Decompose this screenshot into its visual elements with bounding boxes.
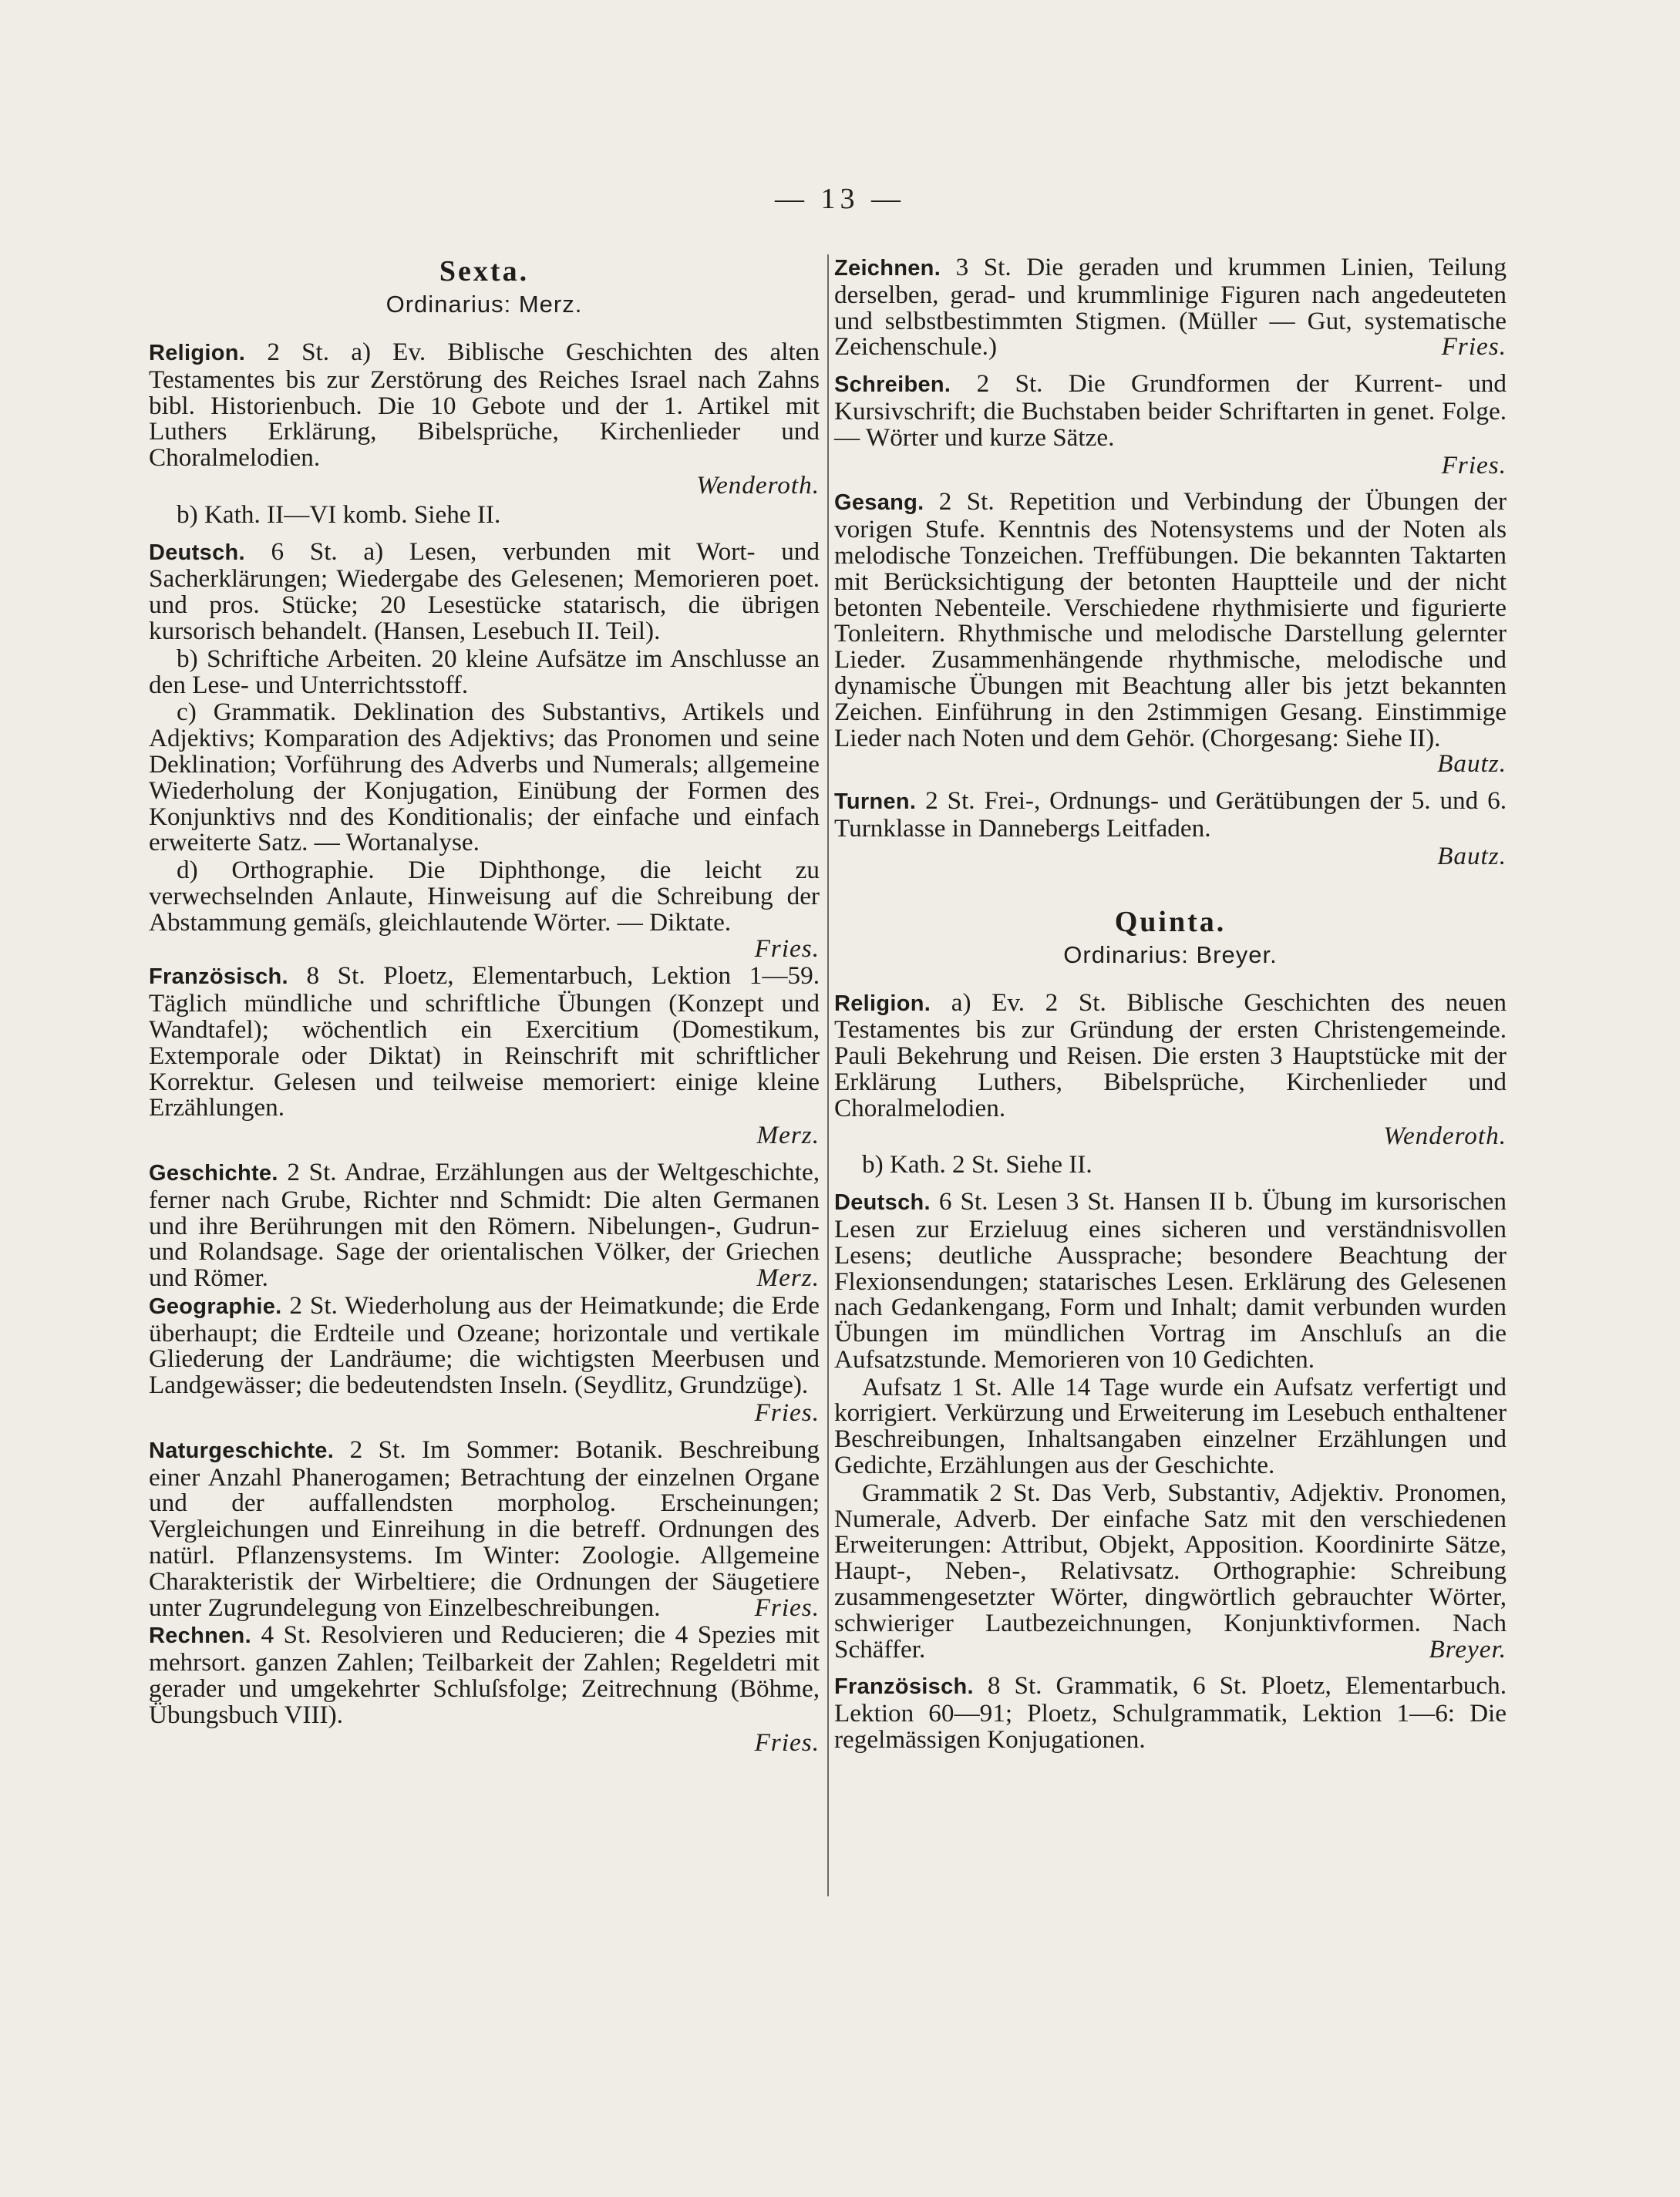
- deutsch-d: d) Orthographie. Die Diphthonge, die leicht zu verwechselnden Anlaute, Hinweisung auf die Schreibung der Abstammung gemäſs, gleichlautende Wörter. — Diktate. Fries.: [149, 856, 820, 963]
- geographie-paragraph: [149, 1290, 820, 1400]
- religion-kath: b) Kath. II—VI komb. Siehe II.: [177, 500, 501, 529]
- deutsch-b: b) Schriftiche Arbeiten. 20 kleine Aufsätze im Anschlusse an den Lese- und Unterrichtsstoff.: [149, 644, 820, 699]
- subject-text: 2 St. Repetition und Verbindung der Übungen der vorigen Stufe. Kenntnis des Notensystems und der Noten als melodische Tonzeichen. Treffübungen. Die bekannten Taktarten mit Berücksichtigung der betonten Hauptteile und der nicht betonten Nebenteile. Verschiedene rhythmisierte und figurierte Tonleitern. Rhythmische und melodische Darstellung gelernter Lieder. Zusammenhängende rhythmische, melodische und dynamische Übungen mit Beachtung aller bis jetzt bekannten Zeichen. Einführung in den 2stimmigen Gesang. Einstimmige Lieder nach Noten und dem Gehör. (Chorgesang: Siehe II).: [834, 487, 1507, 752]
- quinta-franzoesisch-paragraph: [834, 1671, 1507, 1755]
- teacher-signature: Bautz.: [1437, 841, 1507, 870]
- teacher-signature: Fries.: [754, 1398, 820, 1428]
- deutsch-c: c) Grammatik. Deklination des Substantivs, Artikels und Adjektivs; Komparation des Adjektivs; das Pronomen und seine Deklination; Vorführung des Adverbs und Numerals; allgemeine Wiederholung der Konjugation, Einübung der Formen des Konjunktivs nnd des Konditionalis; der einfache und einfach erweiterte Satz. — Wortanalyse.: [149, 698, 820, 857]
- section-title-quinta: Quinta.: [1114, 905, 1227, 938]
- subject-text: 4 St. Resolvieren und Reducieren; die 4 Spezies mit mehrsort. ganzen Zahlen; Teilbarkeit der Zahlen; Regeldetri mit gerader und umgekehrter Schluſsfolge; Zeitrechnung (Böhme, Übungsbuch VIII).: [149, 1620, 820, 1729]
- right-column: [834, 254, 1507, 1755]
- subject-label: Gesang.: [834, 490, 924, 516]
- zeichnen-paragraph: [834, 254, 1507, 360]
- turnen-paragraph: [834, 788, 1507, 842]
- subject-label: Schreiben.: [834, 372, 951, 398]
- subject-text: 8 St. Grammatik, 6 St. Ploetz, Elementarbuch. Lektion 60—91; Ploetz, Schulgrammatik, Lektion 1—6: Die regelmässigen Konjugationen.: [834, 1671, 1507, 1755]
- subject-text: 8 St. Ploetz, Elementarbuch, Lektion 1—59. Täglich mündliche und schriftliche Übungen (Konzept und Wandtafel); wöchentlich ein Exercitium (Domestikum, Extemporale oder Diktat) in Reinschrift mit schriftlicher Korrektur. Gelesen und teilweise memoriert: einige kleine Erzählungen.: [149, 961, 820, 1122]
- naturgeschichte-paragraph: [149, 1437, 820, 1621]
- teacher-signature: Fries.: [754, 934, 820, 963]
- teacher-signature: Fries.: [1441, 450, 1507, 479]
- quinta-deutsch-grammatik: Grammatik 2 St. Das Verb, Substantiv, Adjektiv. Pronomen, Numerale, Adverb. Der einfache Satz mit den verschiedenen Erweiterungen: Attribut, Objekt, Apposition. Koordinirte Sätze, Haupt-, Neben-, Relativsatz. Orthographie: Schreibung zusammengesetzter Wörter, dingwörtlich gebrauchter Wörter, schwieriger Lautbezeichnungen, Konjunktivformen. Nach Schäffer. Breyer.: [834, 1478, 1507, 1664]
- subject-label: Zeichnen.: [834, 256, 941, 281]
- teacher-signature: Breyer.: [1429, 1634, 1507, 1664]
- rechnen-paragraph: [149, 1622, 820, 1728]
- section-title-sexta: Sexta.: [439, 255, 530, 288]
- subject-label: Religion.: [834, 991, 931, 1016]
- teacher-signature: Merz.: [756, 1121, 820, 1150]
- subject-text: 2 St. Wiederholung aus der Heimatkunde; die Erde überhaupt; die Erdteile und Ozeane; horizontale und vertikale Gliederung der Landräume; die wichtigsten Meerbusen und Landgewässer; die bedeutendsten Inseln. (Seydlitz, Grundzüge).: [149, 1290, 820, 1400]
- subject-label: Französisch.: [834, 1674, 974, 1700]
- column-divider: [827, 254, 829, 1896]
- geschichte-paragraph: [149, 1159, 820, 1291]
- teacher-signature: Fries.: [1441, 332, 1507, 362]
- subject-label: Geographie.: [149, 1294, 282, 1319]
- gesang-paragraph: [834, 489, 1507, 777]
- subject-label: Deutsch.: [149, 540, 245, 565]
- subject-text: 6 St. Lesen 3 St. Hansen II b. Übung im kursorischen Lesen zur Erzieluug eines sicheren und verständnisvollen Lesens; deutliche Aussprache; besondere Beachtung der Flexionsendungen; statarisches Lesen. Erklärung des Gelesenen nach Gedankengang, Form und Inhalt; damit verbunden wurden Übungen im mündlichen Vortrag im Anschluſs an die Aufsatzstunde. Memorieren von 10 Gedichten.: [834, 1187, 1507, 1374]
- page-number: — 13 —: [775, 183, 905, 215]
- teacher-signature: Bautz.: [1437, 749, 1507, 779]
- schreiben-paragraph: [834, 371, 1507, 450]
- subject-label: Deutsch.: [834, 1190, 931, 1216]
- subject-label: Französisch.: [149, 964, 288, 990]
- teacher-signature: Wenderoth.: [696, 470, 820, 500]
- teacher-signature: Fries.: [754, 1728, 820, 1757]
- subject-text: 2 St. Andrae, Erzählungen aus der Weltgeschichte, ferner nach Grube, Richter nnd Schmidt: Die alten Germanen und ihre Berührungen mit den Römern. Nibelungen-, Gudrun- und Rolandsage. Sage der orientalischen Völker, der Griechen und Römer.: [149, 1157, 820, 1293]
- franzoesisch-paragraph: [149, 963, 820, 1121]
- subject-text: 2 St. Frei-, Ordnungs- und Gerätübungen der 5. und 6. Turnklasse in Dannebergs Leitfaden.: [834, 786, 1507, 843]
- quinta-deutsch-aufsatz: Aufsatz 1 St. Alle 14 Tage wurde ein Aufsatz verfertigt und korrigiert. Verkürzung und Erweiterung im Lesebuch enthaltener Beschreibungen, Inhaltsangaben einzelner Erzählungen und Gedichte, Erzählungen aus der Geschichte.: [834, 1372, 1507, 1480]
- ordinarius-sexta: Ordinarius: Merz.: [385, 291, 583, 318]
- subject-label: Rechnen.: [149, 1623, 251, 1649]
- subject-text: 2 St. Im Sommer: Botanik. Beschreibung einer Anzahl Phanerogamen; Betrachtung der einzelnen Organe und der auffallendsten morpholog. Erscheinungen; Vergleichungen und Einreihung in die betreff. Ordnungen des natürl. Pflanzensystems. Im Winter: Zoologie. Allgemeine Charakteristik der Wirbeltiere; die Ordnungen der Säugetiere unter Zugrundelegung von Einzelbeschreibungen.: [149, 1435, 820, 1622]
- subject-label: Turnen.: [834, 789, 917, 815]
- subject-label: Naturgeschichte.: [149, 1438, 335, 1463]
- subject-label: Religion.: [149, 341, 246, 365]
- quinta-deutsch-paragraph: [834, 1189, 1507, 1373]
- teacher-signature: Wenderoth.: [1383, 1121, 1507, 1150]
- deutsch-paragraph: [149, 539, 820, 644]
- subject-text: 6 St. a) Lesen, verbunden mit Wort- und Sacherklärungen; Wiedergabe des Gelesenen; Memorieren poet. und pros. Stücke; 20 Lesestücke statarisch, die übrigen kursorisch behandelt. (Hansen, Lesebuch II. Teil).: [149, 537, 820, 645]
- left-column: [149, 254, 820, 1758]
- ordinarius-quinta: Ordinarius: Breyer.: [1063, 940, 1278, 968]
- teacher-signature: Merz.: [756, 1263, 820, 1293]
- quinta-religion-paragraph: [834, 987, 1507, 1122]
- subject-text: 2 St. a) Ev. Biblische Geschichten des alten Testamentes bis zur Zerstörung des Reiches Israel nach Zahns bibl. Historienbuch. Die 10 Gebote und der 1. Artikel mit Luthers Erklärung, Bibelsprüche, Kirchenlieder und Choralmelodien.: [149, 338, 820, 473]
- subject-text: a) Ev. 2 St. Biblische Geschichten des neuen Testamentes bis zur Gründung der ersten Christengemeinde. Pauli Bekehrung und Reisen. Die ersten 3 Hauptstücke mit der Erklärung Luthers, Bibelsprüche, Kirchenlieder und Choralmelodien.: [834, 987, 1507, 1122]
- subject-label: Geschichte.: [149, 1160, 278, 1186]
- teacher-signature: Fries.: [754, 1593, 820, 1622]
- subject-text: 2 St. Die Grundformen der Kurrent- und Kursivschrift; die Buchstaben beider Schriftarten in genet. Folge. — Wörter und kurze Sätze.: [834, 369, 1507, 452]
- quinta-religion-kath: b) Kath. 2 St. Siehe II.: [862, 1150, 1093, 1179]
- subject-text: 3 St. Die geraden und krummen Linien, Teilung derselben, gerad- und krummlinige Figuren nach angedeuteten und selbstbestimmten Stigmen. (Müller — Gut, systematische Zeichenschule.): [834, 253, 1507, 362]
- religion-paragraph: [149, 339, 820, 471]
